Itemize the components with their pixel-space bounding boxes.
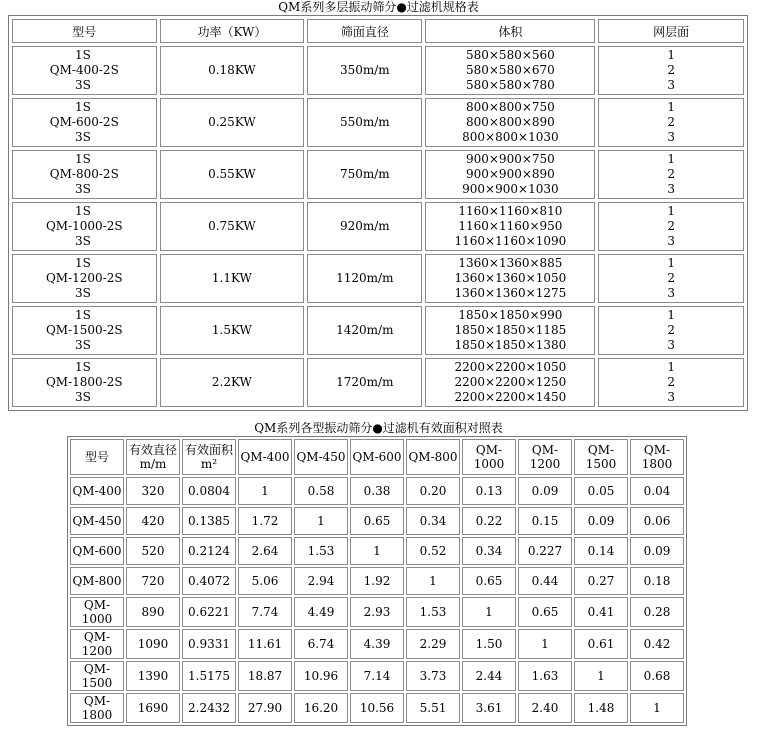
- layer-1: 1S: [75, 256, 91, 270]
- ratio-cell: 0.38: [350, 477, 404, 505]
- ratio-cell: 5.06: [238, 567, 292, 595]
- layer-3: 3S: [75, 130, 91, 144]
- volume-1: 1360×1360×885: [458, 256, 563, 270]
- power-cell: 0.18KW: [160, 46, 305, 95]
- volume-1: 900×900×750: [465, 152, 555, 166]
- level-1: 1: [667, 48, 675, 62]
- ratio-cell: 0.22: [462, 507, 516, 535]
- level-1: 1: [667, 256, 675, 270]
- area-row: [70, 597, 684, 627]
- area-value-cell: 0.9331: [182, 629, 236, 659]
- ratio-cell: 0.65: [350, 507, 404, 535]
- level-1: 1: [667, 204, 675, 218]
- spec-row: [12, 306, 744, 355]
- volume-3: 1850×1850×1380: [454, 338, 567, 352]
- levels-cell: [598, 358, 744, 407]
- power-cell: 1.1KW: [160, 254, 305, 303]
- volume-3: 900×900×1030: [462, 182, 559, 196]
- ratio-cell: 1: [518, 629, 572, 659]
- ratio-cell: 0.65: [462, 567, 516, 595]
- header-model: 型号: [12, 19, 157, 43]
- ratio-cell: 0.41: [574, 597, 628, 627]
- volume-1: 800×800×750: [465, 100, 555, 114]
- spec-table-title: QM系列多层振动筛分●过滤机规格表: [278, 0, 479, 14]
- ratio-cell: 0.18: [630, 567, 684, 595]
- ratio-cell: 1: [462, 597, 516, 627]
- area-table-title: QM系列各型振动筛分●过滤机有效面积对照表: [254, 421, 503, 435]
- volume-1: 1850×1850×990: [458, 308, 563, 322]
- area-diameter-cell: 890: [126, 597, 180, 627]
- power-cell: 0.75KW: [160, 202, 305, 251]
- area-diameter-cell: 1390: [126, 661, 180, 691]
- model-name: QM-400-2S: [49, 63, 119, 77]
- volume-cell: [425, 202, 595, 251]
- ratio-cell: 0.15: [518, 507, 572, 535]
- model-cell: [12, 358, 157, 407]
- volume-2: 1160×1160×950: [458, 219, 563, 233]
- ratio-cell: 0.09: [574, 507, 628, 535]
- volume-2: 1850×1850×1185: [454, 323, 567, 337]
- area-header-qm1800: QM-1800: [630, 439, 684, 475]
- volume-3: 1360×1360×1275: [454, 286, 567, 300]
- model-cell: [12, 254, 157, 303]
- layer-3: 3S: [75, 234, 91, 248]
- model-name: QM-1200-2S: [45, 271, 123, 285]
- levels-cell: [598, 202, 744, 251]
- level-3: 3: [667, 338, 675, 352]
- area-header-diameter: 有效直径 m/m: [126, 439, 180, 475]
- power-cell: 0.25KW: [160, 98, 305, 147]
- area-diameter-cell: 1090: [126, 629, 180, 659]
- ratio-cell: 1: [406, 567, 460, 595]
- ratio-cell: 5.51: [406, 693, 460, 723]
- volume-3: 580×580×780: [465, 78, 555, 92]
- layer-3: 3S: [75, 78, 91, 92]
- volume-cell: [425, 98, 595, 147]
- ratio-cell: 1: [350, 537, 404, 565]
- ratio-cell: 1.63: [518, 661, 572, 691]
- area-value-cell: 0.1385: [182, 507, 236, 535]
- ratio-cell: 1.53: [406, 597, 460, 627]
- spec-row: [12, 98, 744, 147]
- diameter-cell: 550m/m: [307, 98, 422, 147]
- spec-row: [12, 254, 744, 303]
- area-header-qm600: QM-600: [350, 439, 404, 475]
- ratio-cell: 0.09: [518, 477, 572, 505]
- ratio-cell: 27.90: [238, 693, 292, 723]
- diameter-cell: 1120m/m: [307, 254, 422, 303]
- area-row: [70, 661, 684, 691]
- level-3: 3: [667, 286, 675, 300]
- area-value-cell: 0.0804: [182, 477, 236, 505]
- volume-3: 2200×2200×1450: [454, 390, 567, 404]
- area-model-cell: QM-450: [70, 507, 124, 535]
- diameter-cell: 1420m/m: [307, 306, 422, 355]
- ratio-cell: 6.74: [294, 629, 348, 659]
- volume-2: 2200×2200×1250: [454, 375, 567, 389]
- ratio-cell: 7.74: [238, 597, 292, 627]
- layer-1: 1S: [75, 204, 91, 218]
- ratio-cell: 1: [574, 661, 628, 691]
- ratio-cell: 18.87: [238, 661, 292, 691]
- ratio-cell: 0.58: [294, 477, 348, 505]
- ratio-cell: 3.61: [462, 693, 516, 723]
- area-header-qm800: QM-800: [406, 439, 460, 475]
- area-model-cell: QM-400: [70, 477, 124, 505]
- volume-1: 1160×1160×810: [458, 204, 563, 218]
- level-3: 3: [667, 234, 675, 248]
- area-header-qm1000: QM-1000: [462, 439, 516, 475]
- level-3: 3: [667, 182, 675, 196]
- area-header-qm1500: QM-1500: [574, 439, 628, 475]
- area-diameter-cell: 720: [126, 567, 180, 595]
- area-model-cell: QM-1500: [70, 661, 124, 691]
- level-2: 2: [667, 219, 675, 233]
- area-value-cell: 0.2124: [182, 537, 236, 565]
- model-cell: [12, 98, 157, 147]
- spec-row: [12, 46, 744, 95]
- area-row: [70, 507, 684, 535]
- ratio-cell: 0.68: [630, 661, 684, 691]
- volume-cell: [425, 254, 595, 303]
- level-3: 3: [667, 390, 675, 404]
- ratio-cell: 1.48: [574, 693, 628, 723]
- ratio-cell: 1.53: [294, 537, 348, 565]
- ratio-cell: 2.93: [350, 597, 404, 627]
- layer-3: 3S: [75, 182, 91, 196]
- volume-2: 900×900×890: [465, 167, 555, 181]
- ratio-cell: 2.64: [238, 537, 292, 565]
- area-diameter-cell: 420: [126, 507, 180, 535]
- level-2: 2: [667, 63, 675, 77]
- ratio-cell: 4.49: [294, 597, 348, 627]
- area-header-qm400: QM-400: [238, 439, 292, 475]
- ratio-cell: 7.14: [350, 661, 404, 691]
- ratio-cell: 0.34: [406, 507, 460, 535]
- layer-1: 1S: [75, 308, 91, 322]
- header-diameter: 筛面直径: [307, 19, 422, 43]
- layer-3: 3S: [75, 338, 91, 352]
- power-cell: 0.55KW: [160, 150, 305, 199]
- layer-1: 1S: [75, 360, 91, 374]
- area-model-cell: QM-1200: [70, 629, 124, 659]
- diameter-cell: 350m/m: [307, 46, 422, 95]
- level-2: 2: [667, 271, 675, 285]
- ratio-cell: 0.27: [574, 567, 628, 595]
- area-header-qm450: QM-450: [294, 439, 348, 475]
- model-name: QM-800-2S: [49, 167, 119, 181]
- area-model-cell: QM-1800: [70, 693, 124, 723]
- header-levels: 网层面: [598, 19, 744, 43]
- ratio-cell: 0.34: [462, 537, 516, 565]
- level-1: 1: [667, 100, 675, 114]
- volume-2: 800×800×890: [465, 115, 555, 129]
- layer-1: 1S: [75, 100, 91, 114]
- area-model-cell: QM-1000: [70, 597, 124, 627]
- area-row: [70, 693, 684, 723]
- area-table: [67, 436, 687, 726]
- levels-cell: [598, 150, 744, 199]
- level-2: 2: [667, 115, 675, 129]
- area-value-cell: 0.6221: [182, 597, 236, 627]
- area-diameter-cell: 520: [126, 537, 180, 565]
- level-1: 1: [667, 152, 675, 166]
- ratio-cell: 0.14: [574, 537, 628, 565]
- header-power: 功率（KW）: [160, 19, 305, 43]
- ratio-cell: 16.20: [294, 693, 348, 723]
- power-cell: 1.5KW: [160, 306, 305, 355]
- spec-row: [12, 150, 744, 199]
- spec-row: [12, 358, 744, 407]
- ratio-cell: 0.227: [518, 537, 572, 565]
- levels-cell: [598, 254, 744, 303]
- area-value-cell: 0.4072: [182, 567, 236, 595]
- volume-cell: [425, 150, 595, 199]
- volume-cell: [425, 358, 595, 407]
- ratio-cell: 0.65: [518, 597, 572, 627]
- ratio-cell: 10.96: [294, 661, 348, 691]
- model-name: QM-600-2S: [49, 115, 119, 129]
- layer-3: 3S: [75, 286, 91, 300]
- ratio-cell: 11.61: [238, 629, 292, 659]
- levels-cell: [598, 306, 744, 355]
- diameter-cell: 750m/m: [307, 150, 422, 199]
- level-2: 2: [667, 167, 675, 181]
- ratio-cell: 3.73: [406, 661, 460, 691]
- area-row: [70, 629, 684, 659]
- layer-1: 1S: [75, 152, 91, 166]
- ratio-cell: 0.04: [630, 477, 684, 505]
- volume-1: 580×580×560: [465, 48, 555, 62]
- ratio-cell: 0.06: [630, 507, 684, 535]
- ratio-cell: 0.28: [630, 597, 684, 627]
- ratio-cell: 0.09: [630, 537, 684, 565]
- volume-1: 2200×2200×1050: [454, 360, 567, 374]
- level-3: 3: [667, 130, 675, 144]
- layer-1: 1S: [75, 48, 91, 62]
- diameter-cell: 1720m/m: [307, 358, 422, 407]
- area-diameter-cell: 1690: [126, 693, 180, 723]
- model-cell: [12, 306, 157, 355]
- ratio-cell: 1.92: [350, 567, 404, 595]
- area-diameter-cell: 320: [126, 477, 180, 505]
- ratio-cell: 0.44: [518, 567, 572, 595]
- ratio-cell: 1: [630, 693, 684, 723]
- level-2: 2: [667, 375, 675, 389]
- levels-cell: [598, 98, 744, 147]
- ratio-cell: 10.56: [350, 693, 404, 723]
- model-name: QM-1800-2S: [45, 375, 123, 389]
- ratio-cell: 0.05: [574, 477, 628, 505]
- ratio-cell: 2.94: [294, 567, 348, 595]
- level-1: 1: [667, 308, 675, 322]
- ratio-cell: 0.52: [406, 537, 460, 565]
- ratio-cell: 2.29: [406, 629, 460, 659]
- ratio-cell: 1: [238, 477, 292, 505]
- model-name: QM-1000-2S: [45, 219, 123, 233]
- model-name: QM-1500-2S: [45, 323, 123, 337]
- model-cell: [12, 150, 157, 199]
- ratio-cell: 0.61: [574, 629, 628, 659]
- ratio-cell: 2.44: [462, 661, 516, 691]
- level-3: 3: [667, 78, 675, 92]
- power-cell: 2.2KW: [160, 358, 305, 407]
- levels-cell: [598, 46, 744, 95]
- volume-2: 580×580×670: [465, 63, 555, 77]
- model-cell: [12, 202, 157, 251]
- area-header-qm1200: QM-1200: [518, 439, 572, 475]
- layer-3: 3S: [75, 390, 91, 404]
- volume-cell: [425, 306, 595, 355]
- spec-header-row: [12, 19, 744, 43]
- area-row: [70, 477, 684, 505]
- ratio-cell: 4.39: [350, 629, 404, 659]
- model-cell: [12, 46, 157, 95]
- area-row: [70, 567, 684, 595]
- ratio-cell: 1: [294, 507, 348, 535]
- diameter-cell: 920m/m: [307, 202, 422, 251]
- volume-3: 800×800×1030: [462, 130, 559, 144]
- area-row: [70, 537, 684, 565]
- ratio-cell: 0.13: [462, 477, 516, 505]
- ratio-cell: 1.72: [238, 507, 292, 535]
- level-2: 2: [667, 323, 675, 337]
- area-header-model: 型号: [70, 439, 124, 475]
- ratio-cell: 0.20: [406, 477, 460, 505]
- spec-table: [8, 15, 748, 411]
- area-value-cell: 1.5175: [182, 661, 236, 691]
- ratio-cell: 1.50: [462, 629, 516, 659]
- spec-row: [12, 202, 744, 251]
- volume-2: 1360×1360×1050: [454, 271, 567, 285]
- header-volume: 体积: [425, 19, 595, 43]
- area-header-area: 有效面积 m²: [182, 439, 236, 475]
- area-model-cell: QM-800: [70, 567, 124, 595]
- ratio-cell: 2.40: [518, 693, 572, 723]
- volume-3: 1160×1160×1090: [454, 234, 567, 248]
- level-1: 1: [667, 360, 675, 374]
- area-model-cell: QM-600: [70, 537, 124, 565]
- area-value-cell: 2.2432: [182, 693, 236, 723]
- area-header-row: [70, 439, 684, 475]
- ratio-cell: 0.42: [630, 629, 684, 659]
- volume-cell: [425, 46, 595, 95]
